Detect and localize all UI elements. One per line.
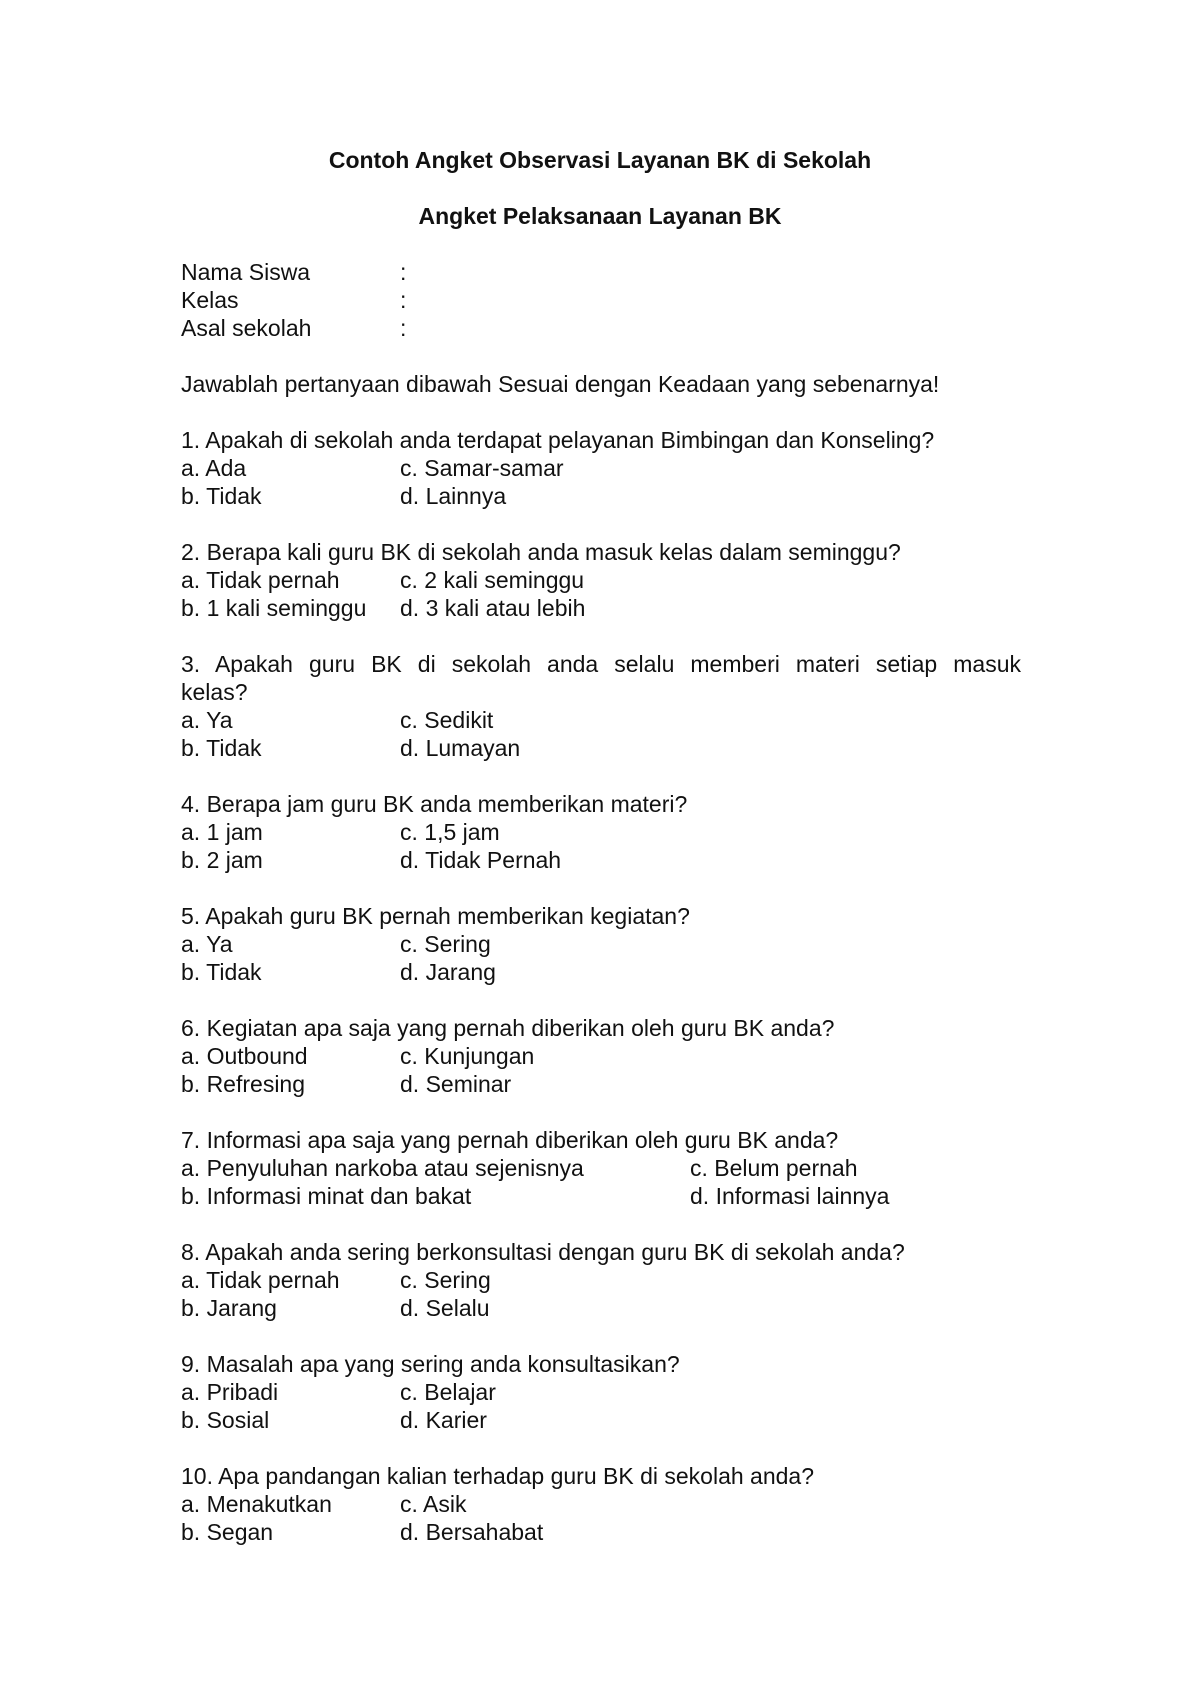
q7-option-c: c. Belum pernah xyxy=(690,1155,858,1181)
question-2: 2. Berapa kali guru BK di sekolah anda masuk kelas dalam seminggu? xyxy=(181,539,901,565)
question-10: 10. Apa pandangan kalian terhadap guru BK di sekolah anda? xyxy=(181,1463,815,1489)
q2-option-b: b. 1 kali seminggu xyxy=(181,595,367,621)
q7-option-b: b. Informasi minat dan bakat xyxy=(181,1183,472,1209)
q5-option-d: d. Jarang xyxy=(400,959,496,985)
question-1: 1. Apakah di sekolah anda terdapat pelayanan Bimbingan dan Konseling? xyxy=(181,427,935,453)
q10-option-b: b. Segan xyxy=(181,1519,274,1545)
q9-option-a: a. Pribadi xyxy=(181,1379,279,1405)
q8-option-c: c. Sering xyxy=(400,1267,491,1293)
q10-option-a: a. Menakutkan xyxy=(181,1491,332,1517)
q8-option-a: a. Tidak pernah xyxy=(181,1267,340,1293)
identity-label-nama: Nama Siswa xyxy=(181,259,311,285)
identity-sep-kelas: : xyxy=(400,287,407,313)
q1-option-c: c. Samar-samar xyxy=(400,455,564,481)
q5-option-a: a. Ya xyxy=(181,931,233,957)
question-3-line-2: kelas? xyxy=(181,679,248,705)
q1-option-d: d. Lainnya xyxy=(400,483,507,509)
q8-option-b: b. Jarang xyxy=(181,1295,277,1321)
question-4: 4. Berapa jam guru BK anda memberikan materi? xyxy=(181,791,688,817)
question-9: 9. Masalah apa yang sering anda konsultasikan? xyxy=(181,1351,680,1377)
q4-option-c: c. 1,5 jam xyxy=(400,819,500,845)
q9-option-d: d. Karier xyxy=(400,1407,487,1433)
q3-option-c: c. Sedikit xyxy=(400,707,494,733)
q3-option-a: a. Ya xyxy=(181,707,233,733)
q6-option-c: c. Kunjungan xyxy=(400,1043,535,1069)
q9-option-c: c. Belajar xyxy=(400,1379,496,1405)
q6-option-d: d. Seminar xyxy=(400,1071,512,1097)
q2-option-c: c. 2 kali seminggu xyxy=(400,567,585,593)
q1-option-a: a. Ada xyxy=(181,455,247,481)
q1-option-b: b. Tidak xyxy=(181,483,262,509)
q10-option-c: c. Asik xyxy=(400,1491,467,1517)
q9-option-b: b. Sosial xyxy=(181,1407,270,1433)
question-5: 5. Apakah guru BK pernah memberikan kegiatan? xyxy=(181,903,690,929)
q3-option-d: d. Lumayan xyxy=(400,735,521,761)
identity-sep-sekolah: : xyxy=(400,315,407,341)
question-8: 8. Apakah anda sering berkonsultasi dengan guru BK di sekolah anda? xyxy=(181,1239,905,1265)
q7-option-a: a. Penyuluhan narkoba atau sejenisnya xyxy=(181,1155,584,1181)
instruction-text: Jawablah pertanyaan dibawah Sesuai dengan Keadaan yang sebenarnya! xyxy=(181,371,940,397)
identity-label-sekolah: Asal sekolah xyxy=(181,315,312,341)
q4-option-d: d. Tidak Pernah xyxy=(400,847,562,873)
q2-option-d: d. 3 kali atau lebih xyxy=(400,595,586,621)
q3-option-b: b. Tidak xyxy=(181,735,262,761)
q7-option-d: d. Informasi lainnya xyxy=(690,1183,890,1209)
q4-option-a: a. 1 jam xyxy=(181,819,263,845)
question-6: 6. Kegiatan apa saja yang pernah diberikan oleh guru BK anda? xyxy=(181,1015,835,1041)
document-subtitle: Angket Pelaksanaan Layanan BK xyxy=(418,203,782,229)
q4-option-b: b. 2 jam xyxy=(181,847,263,873)
q2-option-a: a. Tidak pernah xyxy=(181,567,340,593)
q5-option-b: b. Tidak xyxy=(181,959,262,985)
q6-option-a: a. Outbound xyxy=(181,1043,308,1069)
document-title: Contoh Angket Observasi Layanan BK di Sekolah xyxy=(328,147,872,173)
q10-option-d: d. Bersahabat xyxy=(400,1519,544,1545)
identity-sep-nama: : xyxy=(400,259,407,285)
identity-label-kelas: Kelas xyxy=(181,287,239,313)
q6-option-b: b. Refresing xyxy=(181,1071,306,1097)
question-7: 7. Informasi apa saja yang pernah diberikan oleh guru BK anda? xyxy=(181,1127,839,1153)
q5-option-c: c. Sering xyxy=(400,931,491,957)
question-3-line-1: 3. Apakah guru BK di sekolah anda selalu memberi materi setiap masuk xyxy=(181,651,1021,677)
q8-option-d: d. Selalu xyxy=(400,1295,490,1321)
